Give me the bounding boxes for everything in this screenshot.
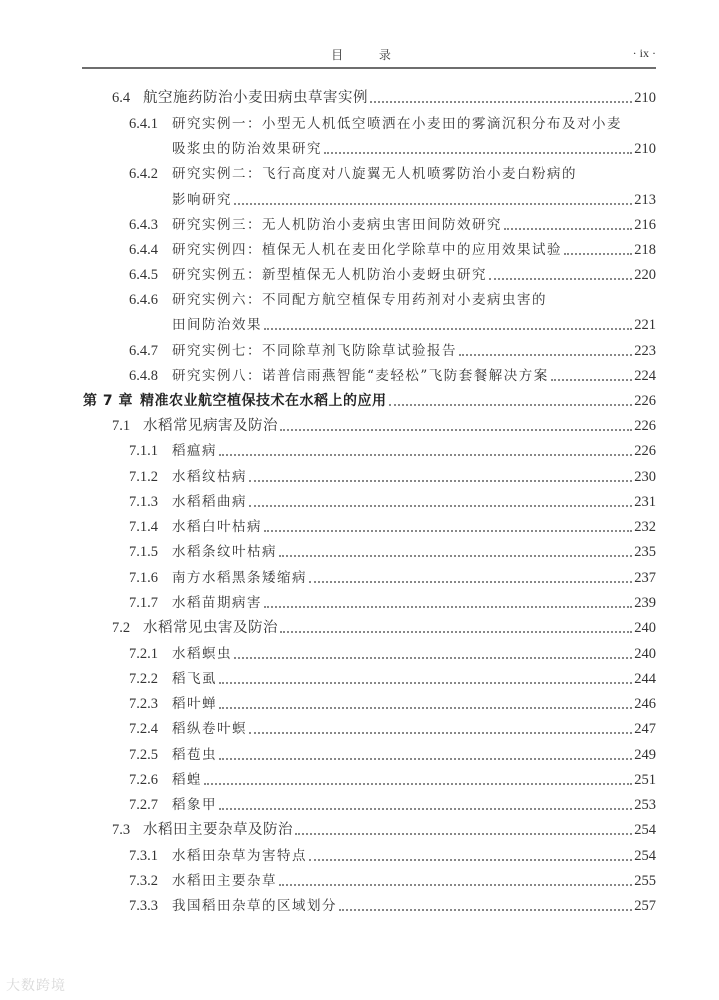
toc-page-number: 226	[634, 418, 656, 434]
dot-leader	[234, 203, 632, 205]
toc-entry-title: 研究实例一：小型无人机低空喷洒在小麦田的雾滴沉积分布及对小麦	[172, 116, 622, 132]
dot-leader	[309, 581, 632, 583]
toc-entry-title: 研究实例五：新型植保无人机防治小麦蚜虫研究	[172, 267, 487, 283]
toc-page-number: 253	[634, 797, 656, 813]
toc-entry-title: 稻象甲	[172, 797, 217, 813]
dot-leader	[219, 808, 632, 810]
toc-entry-title: 南方水稻黑条矮缩病	[172, 570, 307, 586]
toc-entry-number: 6.4.8	[129, 368, 158, 384]
toc-page-number: 251	[634, 772, 656, 788]
toc-entry-number: 7.3.2	[129, 873, 158, 889]
toc-entry-title: 稻飞虱	[172, 671, 217, 687]
toc-page-number: 254	[634, 848, 656, 864]
toc-entry-number: 7.1.5	[129, 544, 158, 560]
toc-entry-number: 7.1	[112, 418, 131, 434]
dot-leader	[249, 480, 632, 482]
toc-entry-number: 7.2	[112, 620, 131, 636]
dot-leader	[324, 152, 632, 154]
toc-entry-number: 6.4.4	[129, 242, 158, 258]
toc-entry-number: 6.4.6	[129, 292, 158, 308]
toc-page-number: 255	[634, 873, 656, 889]
toc-entry-sub[interactable]	[129, 716, 656, 738]
toc-entry-sub[interactable]	[129, 212, 656, 234]
toc-entry-number: 7.1.6	[129, 570, 158, 586]
toc-page-number: 224	[634, 368, 656, 384]
toc-page-number: 249	[634, 747, 656, 763]
dot-leader	[551, 379, 632, 381]
dot-leader	[280, 429, 632, 431]
toc-entry-sub[interactable]	[129, 237, 656, 259]
toc-entry-title: 研究实例四：植保无人机在麦田化学除草中的应用效果试验	[172, 242, 562, 258]
toc-entry-number: 6.4.3	[129, 217, 158, 233]
toc-entry-number: 6.4	[112, 90, 131, 106]
toc-entry-sub[interactable]	[129, 868, 656, 890]
running-header	[82, 40, 656, 66]
toc-entry-title: 水稻田杂草为害特点	[172, 848, 307, 864]
toc-entry-sub[interactable]	[129, 792, 656, 814]
toc-entry-sub[interactable]	[129, 363, 656, 385]
toc-page-number: 257	[634, 898, 656, 914]
toc-page-number: 246	[634, 696, 656, 712]
toc-entry-title: 研究实例七：不同除草剂飞防除草试验报告	[172, 343, 457, 359]
toc-entry-title: 研究实例六：不同配方航空植保专用药剂对小麦病虫害的	[172, 292, 547, 308]
toc-entry-title: 稻蝗	[172, 772, 202, 788]
toc-entry-title: 研究实例二：飞行高度对八旋翼无人机喷雾防治小麦白粉病的	[172, 166, 577, 182]
dot-leader	[219, 454, 632, 456]
toc-entry-continuation[interactable]	[172, 136, 656, 158]
toc-entry-section[interactable]	[112, 817, 656, 839]
toc-entry-sub[interactable]	[129, 161, 656, 183]
toc-page-number: 220	[634, 267, 656, 283]
toc-entry-title: 水稻螟虫	[172, 646, 232, 662]
toc-page-number: 213	[634, 192, 656, 208]
toc-entry-title: 水稻常见虫害及防治	[143, 620, 278, 636]
toc-entry-sub[interactable]	[129, 464, 656, 486]
toc-entry-title: 水稻田主要杂草及防治	[143, 822, 293, 838]
toc-entry-sub[interactable]	[129, 287, 656, 309]
dot-leader	[370, 101, 632, 103]
toc-entry-number: 6.4.2	[129, 166, 158, 182]
dot-leader	[219, 758, 632, 760]
toc-entry-number: 7.1.7	[129, 595, 158, 611]
toc-page-number: 240	[634, 646, 656, 662]
toc-entry-chapter[interactable]	[83, 388, 656, 410]
toc-entry-number: 7.2.3	[129, 696, 158, 712]
watermark: 大数跨境	[6, 978, 66, 994]
toc-entry-number: 7.2.5	[129, 747, 158, 763]
toc-entry-title: 水稻田主要杂草	[172, 873, 277, 889]
toc-page-number: 226	[634, 393, 656, 409]
toc-page-number: 223	[634, 343, 656, 359]
toc-entry-sub[interactable]	[129, 565, 656, 587]
toc-entry-sub[interactable]	[129, 767, 656, 789]
dot-leader	[459, 354, 632, 356]
toc-entry-title: 稻纵卷叶螟	[172, 721, 247, 737]
toc-entry-number: 第 7 章	[83, 393, 133, 409]
dot-leader	[280, 631, 632, 633]
toc-entry-title: 研究实例三：无人机防治小麦病虫害田间防效研究	[172, 217, 502, 233]
toc-entry-sub[interactable]	[129, 843, 656, 865]
toc-entry-number: 7.1.4	[129, 519, 158, 535]
dot-leader	[489, 278, 632, 280]
toc-entry-sub[interactable]	[129, 641, 656, 663]
toc-entry-number: 7.3	[112, 822, 131, 838]
toc-entry-sub[interactable]	[129, 438, 656, 460]
toc-entry-number: 6.4.1	[129, 116, 158, 132]
toc-entry-number: 7.1.3	[129, 494, 158, 510]
toc-entry-title: 水稻纹枯病	[172, 469, 247, 485]
toc-entry-sub[interactable]	[129, 691, 656, 713]
toc-entry-title-continued: 田间防治效果	[172, 317, 262, 333]
toc-entry-title: 航空施药防治小麦田病虫草害实例	[143, 90, 368, 106]
toc-page-number: 218	[634, 242, 656, 258]
toc-entry-section[interactable]	[112, 85, 656, 107]
toc-page-number: 210	[634, 90, 656, 106]
header-rule	[82, 67, 656, 69]
toc-page-number: 240	[634, 620, 656, 636]
toc-entry-number: 7.1.1	[129, 443, 158, 459]
toc-entry-number: 7.2.2	[129, 671, 158, 687]
toc-entry-title: 水稻条纹叶枯病	[172, 544, 277, 560]
dot-leader	[249, 505, 632, 507]
toc-entry-title: 研究实例八：诺普信雨燕智能“麦轻松”飞防套餐解决方案	[172, 368, 549, 384]
toc-entry-title: 水稻常见病害及防治	[143, 418, 278, 434]
toc-page-number: 237	[634, 570, 656, 586]
toc-entry-number: 7.2.1	[129, 646, 158, 662]
dot-leader	[264, 530, 632, 532]
toc-entry-sub[interactable]	[129, 666, 656, 688]
toc-page-number: 210	[634, 141, 656, 157]
toc-entry-title: 我国稻田杂草的区域划分	[172, 898, 337, 914]
toc-entry-sub[interactable]	[129, 742, 656, 764]
toc-entry-number: 6.4.5	[129, 267, 158, 283]
toc-entry-title: 水稻苗期病害	[172, 595, 262, 611]
toc-entry-number: 7.1.2	[129, 469, 158, 485]
toc-page-number: 247	[634, 721, 656, 737]
toc-page-number: 254	[634, 822, 656, 838]
toc-entry-sub[interactable]	[129, 539, 656, 561]
toc-entry-title: 水稻白叶枯病	[172, 519, 262, 535]
header-title: 目 录	[331, 48, 407, 62]
toc-page-number: 239	[634, 595, 656, 611]
toc-entry-title: 水稻稻曲病	[172, 494, 247, 510]
toc-page-number: 235	[634, 544, 656, 560]
dot-leader	[309, 859, 632, 861]
dot-leader	[389, 404, 633, 406]
dot-leader	[234, 657, 632, 659]
dot-leader	[264, 328, 632, 330]
toc-entry-sub[interactable]	[129, 338, 656, 360]
toc-entry-section[interactable]	[112, 615, 656, 637]
dot-leader	[279, 555, 632, 557]
toc-page-number: 226	[634, 443, 656, 459]
toc-entry-title: 稻瘟病	[172, 443, 217, 459]
toc-entry-sub[interactable]	[129, 590, 656, 612]
dot-leader	[264, 606, 632, 608]
toc-entry-sub[interactable]	[129, 262, 656, 284]
dot-leader	[249, 732, 632, 734]
toc-entry-sub[interactable]	[129, 514, 656, 536]
toc-entry-continuation[interactable]	[172, 312, 656, 334]
dot-leader	[504, 228, 632, 230]
toc-entry-number: 7.2.7	[129, 797, 158, 813]
toc-entry-section[interactable]	[112, 413, 656, 435]
toc-entry-title: 稻苞虫	[172, 747, 217, 763]
dot-leader	[279, 884, 632, 886]
toc-entry-title: 精准农业航空植保技术在水稻上的应用	[140, 393, 387, 409]
toc-entry-sub[interactable]	[129, 489, 656, 511]
toc-page-number: 232	[634, 519, 656, 535]
dot-leader	[204, 783, 632, 785]
dot-leader	[564, 253, 632, 255]
toc-entry-number: 7.3.3	[129, 898, 158, 914]
toc-entry-continuation[interactable]	[172, 187, 656, 209]
toc-page-number: 230	[634, 469, 656, 485]
toc-entry-number: 7.3.1	[129, 848, 158, 864]
dot-leader	[295, 833, 632, 835]
header-page-number: · ix ·	[632, 46, 656, 60]
toc-entry-sub[interactable]	[129, 111, 656, 133]
toc-entry-title-continued: 影响研究	[172, 192, 232, 208]
toc-entry-number: 7.2.6	[129, 772, 158, 788]
dot-leader	[219, 707, 632, 709]
toc-entry-number: 7.2.4	[129, 721, 158, 737]
toc-page-number: 231	[634, 494, 656, 510]
toc-entry-title-continued: 吸浆虫的防治效果研究	[172, 141, 322, 157]
dot-leader	[219, 682, 632, 684]
toc-entry-title: 稻叶蝉	[172, 696, 217, 712]
dot-leader	[339, 909, 632, 911]
toc-page-number: 216	[634, 217, 656, 233]
toc-entry-number: 6.4.7	[129, 343, 158, 359]
toc-page-number: 221	[634, 317, 656, 333]
toc-entry-sub[interactable]	[129, 893, 656, 915]
toc-page-number: 244	[634, 671, 656, 687]
